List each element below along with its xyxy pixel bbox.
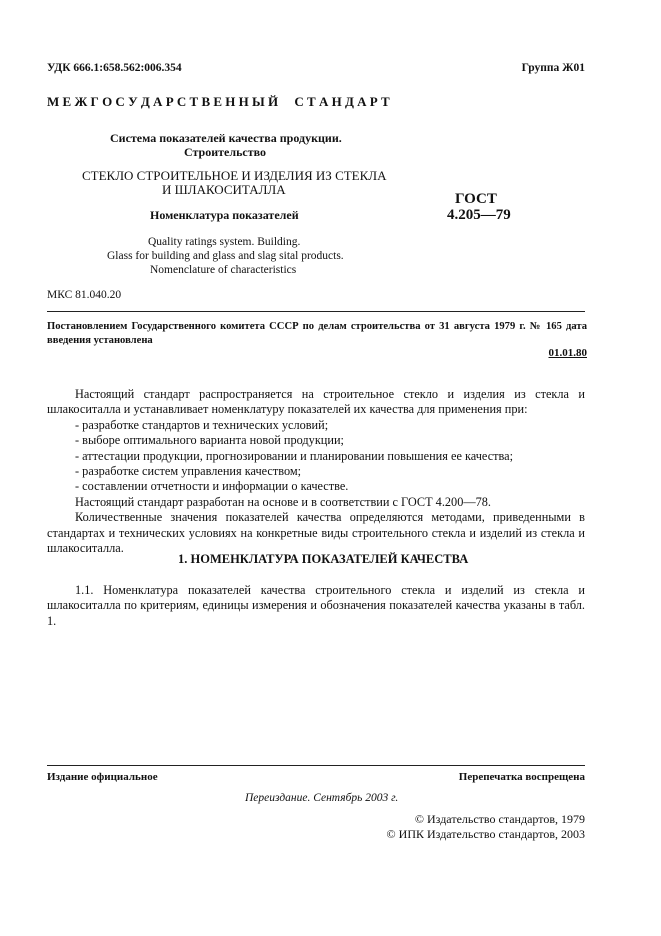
- methods-paragraph: Количественные значения показателей качества определяются методами, приведенными в стандартах и технических условиях на конкретные виды строительного стекла и изделий из стекла и шлакоситалла.: [47, 510, 585, 556]
- title-line-2: И ШЛАКОСИТАЛЛА: [162, 182, 286, 197]
- list-item: - разработке стандартов и технических условий;: [75, 417, 329, 432]
- mks-code: МКС 81.040.20: [47, 289, 122, 301]
- english-title-line-2: Glass for building and glass and slag sital products.: [107, 250, 344, 262]
- english-title-line-3: Nomenclature of characteristics: [150, 264, 297, 276]
- list-item: - выборе оптимального варианта новой продукции;: [75, 433, 344, 448]
- list-item: - составлении отчетности и информации о качестве.: [75, 479, 349, 494]
- introduction-date: 01.01.80: [548, 347, 587, 359]
- english-title-line-1: Quality ratings system. Building.: [148, 236, 301, 248]
- system-line-2: Строительство: [184, 145, 267, 159]
- section-1-body: [47, 583, 585, 629]
- reissue-note: Переиздание. Сентябрь 2003 г.: [245, 792, 399, 804]
- list-item: - аттестации продукции, прогнозировании и планировании повышения ее качества;: [75, 448, 514, 463]
- reprint-notice: Перепечатка воспрещена: [458, 771, 585, 783]
- official-edition: Издание официальное: [47, 771, 158, 783]
- section-1-paragraph: 1.1. Номенклатура показателей качества строительного стекла и изделий из стекла и шлакоситалла по критериям, единицы измерения и обозначения показателей качества указаны в табл. 1.: [47, 583, 585, 628]
- title-line-1: СТЕКЛО СТРОИТЕЛЬНОЕ И ИЗДЕЛИЯ ИЗ СТЕКЛА: [82, 168, 387, 183]
- gost-number: 4.205—79: [447, 207, 511, 223]
- decree-text: Постановлением Государственного комитета СССР по делам строительства от 31 августа 1979 г. № 165 дата введения установлена: [47, 321, 587, 346]
- section-heading: 1. НОМЕНКЛАТУРА ПОКАЗАТЕЛЕЙ КАЧЕСТВА: [178, 552, 469, 566]
- system-line-1: Система показателей качества продукции.: [110, 131, 342, 145]
- gost-label: ГОСТ: [455, 191, 497, 207]
- divider-bottom: [47, 765, 585, 766]
- copyright-1979: © Издательство стандартов, 1979: [414, 812, 585, 826]
- group-code: Группа Ж01: [521, 62, 585, 74]
- udc-code: УДК 666.1:658.562:006.354: [47, 62, 182, 74]
- list-item: - разработке систем управления качеством;: [75, 464, 302, 479]
- divider-top: [47, 311, 585, 312]
- standard-banner: М Е Ж Г О С У Д А Р С Т В Е Н Н Ы Й С Т А Н Д А Р Т: [47, 94, 390, 109]
- basis-paragraph: Настоящий стандарт разработан на основе и в соответствии с ГОСТ 4.200—78.: [75, 494, 492, 509]
- intro-section: [47, 387, 585, 556]
- subtitle: Номенклатура показателей: [150, 208, 299, 222]
- intro-paragraph: Настоящий стандарт распространяется на строительное стекло и изделия из стекла и шлакоситалла и устанавливает номенклатуру показателей их качества для применения при:: [47, 387, 585, 417]
- copyright-2003: © ИПК Издательство стандартов, 2003: [386, 827, 585, 841]
